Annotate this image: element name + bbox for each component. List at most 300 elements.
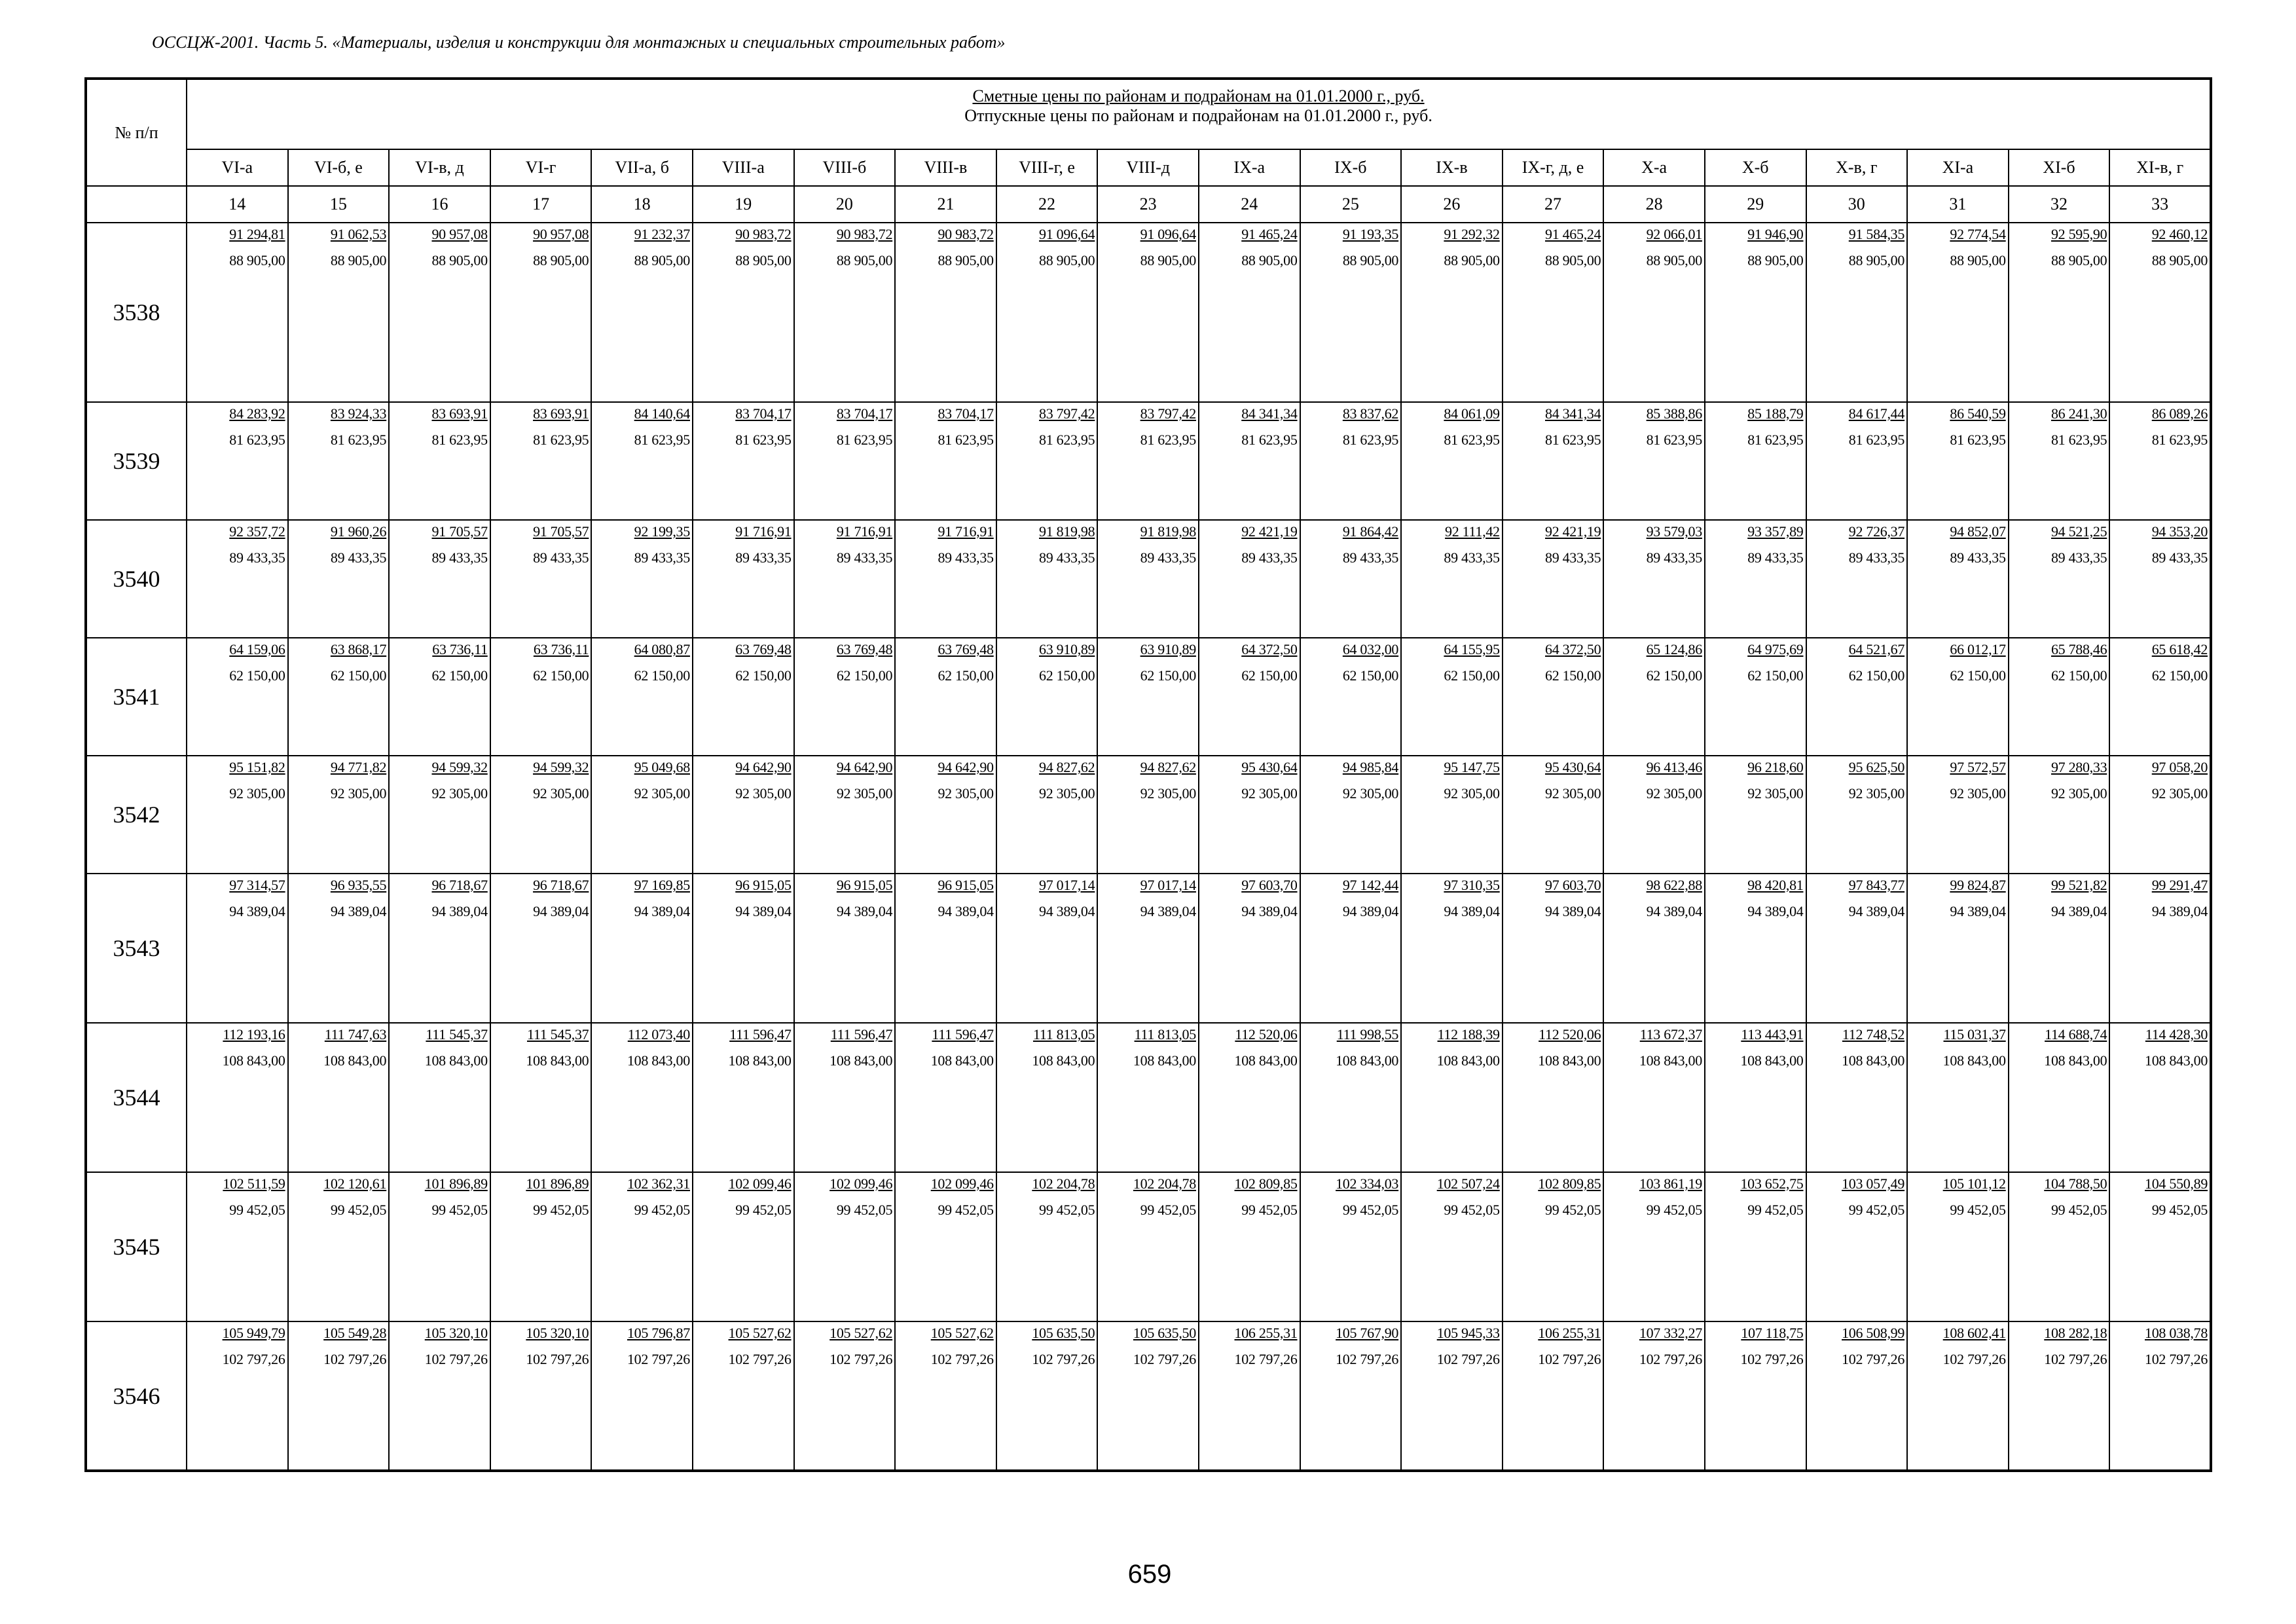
release-prices-title: Отпускные цены по районам и подрайонам на 01.01.2000 г., руб. [964,106,1432,125]
estimate-price: 111 545,37 [527,1026,589,1043]
estimate-price: 102 099,46 [728,1175,792,1192]
price-cell [1401,520,1503,638]
price-cell [2109,223,2211,402]
release-price: 62 150,00 [1848,667,1905,684]
estimate-price: 63 868,17 [330,641,387,657]
release-price: 62 150,00 [1241,667,1298,684]
estimate-price: 107 118,75 [1741,1325,1804,1341]
price-cell [1603,756,1705,874]
region-header: VI-б, е [288,149,390,186]
column-number: 24 [1199,186,1300,223]
release-price: 102 797,26 [627,1351,690,1367]
release-price: 92 305,00 [2050,785,2107,802]
release-price: 89 433,35 [1848,549,1905,566]
release-price: 108 843,00 [323,1052,387,1069]
column-number: 17 [490,186,592,223]
estimate-price: 97 314,57 [229,877,285,893]
release-price: 92 305,00 [533,785,589,802]
release-price: 94 389,04 [1950,903,2006,919]
price-cell [1401,402,1503,520]
price-cell [389,223,490,402]
price-cell [996,1321,1098,1471]
release-price: 88 905,00 [938,252,994,268]
release-price: 99 452,05 [2151,1202,2208,1218]
price-cell [1503,223,1604,402]
price-cell [895,223,996,402]
estimate-price: 84 283,92 [229,405,285,422]
price-cell [187,223,288,402]
release-price: 81 623,95 [1140,432,1196,448]
release-price: 62 150,00 [634,667,690,684]
release-price: 92 305,00 [1140,785,1196,802]
release-price: 62 150,00 [330,667,387,684]
price-cell [693,756,794,874]
estimate-price: 102 511,59 [223,1175,285,1192]
price-cell [1199,1321,1300,1471]
release-price: 62 150,00 [1747,667,1804,684]
estimate-price: 94 985,84 [1342,759,1399,775]
release-price: 62 150,00 [431,667,488,684]
price-cell [2009,756,2110,874]
estimate-price: 102 362,31 [627,1175,690,1192]
table-row [86,756,2211,874]
region-header: VI-г [490,149,592,186]
price-cell [389,1172,490,1321]
price-cell [1806,1023,1908,1172]
release-price: 108 843,00 [728,1052,792,1069]
estimate-price: 90 957,08 [431,226,488,242]
release-price: 88 905,00 [1646,252,1702,268]
estimate-price: 111 998,55 [1336,1026,1399,1043]
price-cell [490,874,592,1023]
row-number: 3542 [86,756,187,874]
price-cell [996,1172,1098,1321]
estimate-price: 66 012,17 [1950,641,2006,657]
release-price: 62 150,00 [1950,667,2006,684]
release-price: 99 452,05 [1848,1202,1905,1218]
price-cell [1705,1321,1806,1471]
price-cell [1199,1172,1300,1321]
region-header: IX-в [1401,149,1503,186]
column-number: 18 [591,186,693,223]
estimate-price: 84 140,64 [634,405,690,422]
column-number: 21 [895,186,996,223]
estimate-price: 99 824,87 [1950,877,2006,893]
price-cell [187,1321,288,1471]
estimate-price: 92 111,42 [1445,523,1500,540]
price-cell [187,1023,288,1172]
release-price: 89 433,35 [431,549,488,566]
table-row [86,1321,2211,1471]
estimate-price: 91 193,35 [1342,226,1399,242]
estimate-price: 102 099,46 [829,1175,893,1192]
release-price: 99 452,05 [1241,1202,1298,1218]
price-cell [693,223,794,402]
price-cell [1806,756,1908,874]
release-price: 62 150,00 [2050,667,2107,684]
document-header-title: ОССЦЖ-2001. Часть 5. «Материалы, изделия и конструкции для монтажных и специальных строительных работ» [152,33,1006,52]
price-cell [1199,223,1300,402]
estimate-price: 94 521,25 [2050,523,2107,540]
release-price: 99 452,05 [938,1202,994,1218]
release-price: 108 843,00 [1032,1052,1095,1069]
price-cell [996,520,1098,638]
price-cell [996,402,1098,520]
estimate-price: 96 915,05 [938,877,994,893]
estimate-price: 104 788,50 [2044,1175,2107,1192]
release-price: 92 305,00 [938,785,994,802]
region-header: IX-б [1300,149,1402,186]
price-cell [794,520,896,638]
table-row [86,520,2211,638]
estimate-price: 85 188,79 [1747,405,1804,422]
release-price: 99 452,05 [330,1202,387,1218]
estimate-price: 105 101,12 [1942,1175,2006,1192]
estimate-price: 92 357,72 [229,523,285,540]
price-cell [288,874,390,1023]
estimate-price: 91 465,24 [1241,226,1298,242]
column-number: 29 [1705,186,1806,223]
estimate-price: 111 813,05 [1032,1026,1095,1043]
release-price: 89 433,35 [938,549,994,566]
release-price: 62 150,00 [1545,667,1601,684]
estimate-price: 83 797,42 [1140,405,1196,422]
price-cell [1907,520,2009,638]
price-cell [1199,874,1300,1023]
estimate-price: 105 527,62 [829,1325,893,1341]
release-price: 102 797,26 [1842,1351,1905,1367]
price-cell [794,1172,896,1321]
price-cell [1097,638,1199,756]
estimate-price: 101 896,89 [424,1175,488,1192]
price-cell [1806,874,1908,1023]
price-cell [1199,638,1300,756]
estimate-price: 92 774,54 [1950,226,2006,242]
estimate-price: 108 038,78 [2145,1325,2208,1341]
release-price: 108 843,00 [222,1052,285,1069]
price-cell [288,1023,390,1172]
estimate-price: 86 089,26 [2151,405,2208,422]
estimate-price: 111 813,05 [1134,1026,1196,1043]
region-header: VIII-б [794,149,896,186]
estimate-price: 83 797,42 [1039,405,1095,422]
release-price: 81 623,95 [229,432,285,448]
price-cell [996,874,1098,1023]
release-price: 81 623,95 [2050,432,2107,448]
release-price: 108 843,00 [424,1052,488,1069]
release-price: 102 797,26 [222,1351,285,1367]
price-cell [1705,874,1806,1023]
release-price: 88 905,00 [1747,252,1804,268]
price-cell [1503,638,1604,756]
release-price: 81 623,95 [1848,432,1905,448]
table-row [86,638,2211,756]
table-row [86,402,2211,520]
estimate-price: 111 596,47 [932,1026,994,1043]
price-cell [1300,756,1402,874]
price-cell [1300,1172,1402,1321]
release-price: 89 433,35 [836,549,893,566]
estimate-price: 102 334,03 [1336,1175,1399,1192]
price-cell [1907,223,2009,402]
release-price: 92 305,00 [330,785,387,802]
release-price: 108 843,00 [2044,1052,2107,1069]
estimate-price: 63 910,89 [1140,641,1196,657]
column-number: 20 [794,186,896,223]
region-header: VI-в, д [389,149,490,186]
price-cell [187,520,288,638]
estimate-price: 91 096,64 [1140,226,1196,242]
estimate-price: 112 188,39 [1437,1026,1500,1043]
release-price: 94 389,04 [1545,903,1601,919]
column-number: 19 [693,186,794,223]
price-cell [1097,874,1199,1023]
estimate-price: 90 957,08 [533,226,589,242]
estimate-price: 94 771,82 [330,759,387,775]
price-cell [1300,638,1402,756]
release-price: 81 623,95 [938,432,994,448]
price-cell [2109,756,2211,874]
price-cell [895,1321,996,1471]
release-price: 62 150,00 [1342,667,1399,684]
estimate-price: 86 241,30 [2050,405,2107,422]
estimate-price: 64 372,50 [1241,641,1298,657]
estimate-price: 83 693,91 [431,405,488,422]
price-cell [1806,1172,1908,1321]
release-price: 81 623,95 [1039,432,1095,448]
estimate-price: 92 726,37 [1848,523,1905,540]
release-price: 94 389,04 [1747,903,1804,919]
price-cell [1097,402,1199,520]
release-price: 108 843,00 [2145,1052,2208,1069]
estimate-price: 91 946,90 [1747,226,1804,242]
estimate-price: 95 430,64 [1241,759,1298,775]
estimate-price: 92 199,35 [634,523,690,540]
estimate-price: 92 595,90 [2050,226,2107,242]
price-cell [1401,1321,1503,1471]
estimate-price: 63 910,89 [1039,641,1095,657]
price-cell [895,756,996,874]
region-header: X-в, г [1806,149,1908,186]
page-number: 659 [1127,1560,1172,1589]
release-price: 108 843,00 [1538,1052,1601,1069]
table-row [86,223,2211,402]
release-price: 102 797,26 [1942,1351,2006,1367]
row-number: 3544 [86,1023,187,1172]
price-cell [187,1172,288,1321]
release-price: 92 305,00 [1646,785,1702,802]
release-price: 81 623,95 [533,432,589,448]
price-cell [591,874,693,1023]
price-cell [1907,1321,2009,1471]
price-cell [895,520,996,638]
price-cell [1907,1172,2009,1321]
release-price: 108 843,00 [829,1052,893,1069]
release-price: 81 623,95 [1444,432,1500,448]
price-cell [1603,223,1705,402]
price-cell [2009,874,2110,1023]
release-price: 81 623,95 [1241,432,1298,448]
estimate-price: 107 332,27 [1639,1325,1702,1341]
estimate-price: 97 572,57 [1950,759,2006,775]
estimate-price: 105 320,10 [526,1325,589,1341]
estimate-price: 94 642,90 [836,759,893,775]
estimate-price: 63 736,11 [432,641,488,657]
release-price: 89 433,35 [1039,549,1095,566]
price-cell [1603,1321,1705,1471]
price-cell [1603,638,1705,756]
price-cell [1300,1023,1402,1172]
estimate-price: 64 080,87 [634,641,690,657]
estimate-price: 90 983,72 [735,226,792,242]
price-cell [288,638,390,756]
price-cell [1603,520,1705,638]
release-price: 102 797,26 [1436,1351,1500,1367]
price-cell [1097,756,1199,874]
price-cell [1199,1023,1300,1172]
release-price: 108 843,00 [1436,1052,1500,1069]
release-price: 88 905,00 [1545,252,1601,268]
estimate-price: 97 603,70 [1241,877,1298,893]
column-number: 30 [1806,186,1908,223]
estimate-price: 91 819,98 [1140,523,1196,540]
estimate-price: 102 099,46 [930,1175,994,1192]
price-table [84,77,2212,1472]
estimate-price: 95 625,50 [1848,759,1905,775]
estimate-price: 103 057,49 [1842,1175,1905,1192]
estimate-price: 97 017,14 [1039,877,1095,893]
release-price: 88 905,00 [1241,252,1298,268]
release-price: 92 305,00 [1444,785,1500,802]
estimate-price: 83 704,17 [836,405,893,422]
estimate-price: 91 294,81 [229,226,285,242]
release-price: 89 433,35 [1140,549,1196,566]
release-price: 102 797,26 [424,1351,488,1367]
estimate-price: 98 420,81 [1747,877,1804,893]
estimate-price: 63 769,48 [735,641,792,657]
release-price: 102 797,26 [1639,1351,1702,1367]
price-cell [389,1321,490,1471]
release-price: 99 452,05 [229,1202,285,1218]
estimate-price: 83 693,91 [533,405,589,422]
estimate-price: 64 372,50 [1545,641,1601,657]
release-price: 92 305,00 [1950,785,2006,802]
price-cell [1401,874,1503,1023]
price-cell [591,638,693,756]
price-cell [187,638,288,756]
estimate-price: 91 960,26 [330,523,387,540]
release-price: 88 905,00 [431,252,488,268]
estimate-price: 112 520,06 [1235,1026,1298,1043]
region-header: VIII-а [693,149,794,186]
price-cell [591,520,693,638]
estimate-price: 91 819,98 [1039,523,1095,540]
release-price: 92 305,00 [634,785,690,802]
estimate-price: 83 704,17 [735,405,792,422]
price-cell [1199,756,1300,874]
price-cell [895,1172,996,1321]
estimate-price: 111 596,47 [729,1026,792,1043]
release-price: 81 623,95 [330,432,387,448]
estimate-price: 96 718,67 [533,877,589,893]
release-price: 108 843,00 [1133,1052,1196,1069]
price-cell [1806,520,1908,638]
release-price: 88 905,00 [735,252,792,268]
price-cell [1401,1172,1503,1321]
release-price: 92 305,00 [431,785,488,802]
estimate-price: 93 579,03 [1646,523,1702,540]
price-cell [389,520,490,638]
column-number: 27 [1503,186,1604,223]
release-price: 108 843,00 [1639,1052,1702,1069]
release-price: 94 389,04 [431,903,488,919]
price-cell [1503,1023,1604,1172]
release-price: 99 452,05 [431,1202,488,1218]
estimate-price: 91 584,35 [1848,226,1905,242]
price-cell [389,638,490,756]
estimate-price: 94 827,62 [1140,759,1196,775]
estimate-price: 105 527,62 [930,1325,994,1341]
price-cell [389,1023,490,1172]
price-cell [2109,1321,2211,1471]
price-cell [288,402,390,520]
release-price: 99 452,05 [2050,1202,2107,1218]
release-price: 94 389,04 [1646,903,1702,919]
row-number: 3546 [86,1321,187,1471]
region-header: VIII-д [1097,149,1199,186]
estimate-price: 105 767,90 [1336,1325,1399,1341]
table-row [86,874,2211,1023]
price-cell [1503,1172,1604,1321]
release-price: 94 389,04 [229,903,285,919]
price-cell [490,520,592,638]
price-cell [2009,1321,2110,1471]
column-number-blank [86,186,187,223]
price-cell [895,402,996,520]
price-cell [2009,223,2110,402]
estimate-price: 99 291,47 [2151,877,2208,893]
price-cell [1907,402,2009,520]
estimate-price: 102 204,78 [1133,1175,1196,1192]
release-price: 94 389,04 [938,903,994,919]
price-cell [794,756,896,874]
region-header: XI-в, г [2109,149,2211,186]
release-price: 88 905,00 [1444,252,1500,268]
region-header: XI-б [2009,149,2110,186]
estimate-price: 63 769,48 [836,641,893,657]
column-number: 26 [1401,186,1503,223]
region-header: VIII-в [895,149,996,186]
price-cell [1907,756,2009,874]
release-price: 62 150,00 [1140,667,1196,684]
release-price: 92 305,00 [1747,785,1804,802]
release-price: 81 623,95 [1950,432,2006,448]
price-cell [591,402,693,520]
release-price: 88 905,00 [2050,252,2107,268]
estimate-price: 92 460,12 [2151,226,2208,242]
price-cell [187,756,288,874]
estimate-price: 96 915,05 [836,877,893,893]
estimate-price: 83 704,17 [938,405,994,422]
release-price: 94 389,04 [533,903,589,919]
price-cell [1097,1172,1199,1321]
release-price: 94 389,04 [836,903,893,919]
estimate-price: 94 599,32 [533,759,589,775]
release-price: 102 797,26 [1740,1351,1804,1367]
release-price: 89 433,35 [1444,549,1500,566]
price-cell [2109,402,2211,520]
release-price: 92 305,00 [229,785,285,802]
